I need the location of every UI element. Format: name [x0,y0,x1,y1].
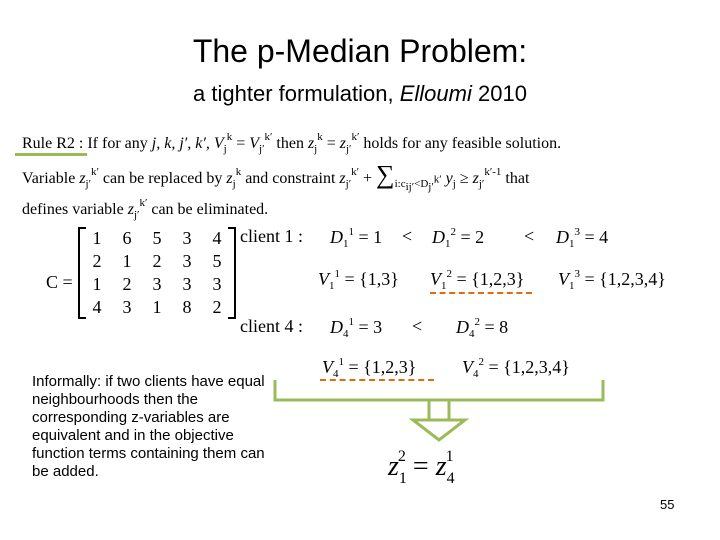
rule-if-text: If for any [87,135,148,152]
rule-line-2: Variable $z_{j'}^{k'}$ can be replaced by $z_j^k$ and constraint $z_{j'}^{k'} + \sum_{i:c_{ij'}<D_{j'}^{k'}}$ $y_j \ge z_{j'}^{k'-1}$ that [22,160,530,194]
client1-label: client 1 : [240,226,303,246]
matrix-row [82,250,232,273]
matrix-cell: 2 [92,251,102,271]
subtitle-author: Elloumi [399,81,472,106]
client1-d3-value: = 4 [584,227,609,247]
cost-matrix [82,227,232,319]
page-number: 55 [660,497,675,512]
matrix-cell: 3 [152,274,162,294]
rule-tail-text: holds for any feasible solution. [363,135,562,152]
informal-note: Informally: if two clients have equal neighbourhoods then the corresponding z-variables are equivalent and in the objective function terms containing them can be added. [32,373,265,480]
matrix-cell: 3 [182,274,192,294]
matrix-cell: 4 [92,297,102,317]
z-equivalence: $z_1^2 = z_4^1$ [388,448,455,487]
matrix-cell: 5 [212,251,222,271]
matrix-cell: 1 [92,274,102,294]
subtitle-prefix: a tighter formulation, [193,81,394,106]
rule-then-text: then [276,135,304,152]
implication-arrow [272,380,608,442]
client1-d2-value: = 2 [460,227,485,247]
matrix-row [82,227,232,250]
client1-d1-value: = 1 [358,227,383,247]
client4-v1-value: = {1,2,3} [348,357,417,377]
client4-d2: $D_4^2 = 8$ [456,316,509,340]
matrix-cell: 3 [212,274,222,294]
client4-d2-value: = 8 [484,317,509,337]
rule-label-underline [15,153,87,156]
client1-v1-value: = {1,3} [344,269,399,289]
rule-line-3: defines variable $z_{j'}^{k'}$ can be eliminated. [22,197,269,221]
client1-v2-dashed-underline [430,292,532,294]
client4-d1-value: = 3 [358,317,383,337]
slide-title: The p-Median Problem: [192,33,528,69]
replaced-text: can be replaced by [102,170,223,187]
matrix-cell: 3 [182,228,192,248]
matrix-left-bracket [78,227,86,319]
client1-lt-1: < [402,226,413,246]
matrix-right-bracket [228,227,236,319]
matrix-cell: 1 [92,228,102,248]
eliminated-text: can be eliminated. [151,201,269,218]
client1-d1: $D_1^1 = 1$ [330,226,383,250]
matrix-table [82,227,232,319]
client1-lt-2: < [524,226,535,246]
matrix-cell: 8 [182,297,192,317]
client1-v2-value: = {1,2,3} [456,269,525,289]
matrix-cell: 4 [212,228,222,248]
matrix-cell: 5 [152,228,162,248]
variable-text: Variable [22,170,76,187]
client1-v3: $V_1^3 = \{1,2,3,4\}$ [558,268,666,292]
matrix-cell: 2 [152,251,162,271]
matrix-cell: 2 [122,274,132,294]
that-text: that [505,170,530,187]
equals-sign: = [412,451,429,482]
matrix-cell: 3 [182,251,192,271]
constraint-text: and constraint [245,170,336,187]
matrix-cell: 3 [122,297,132,317]
client4-d1: $D_4^1 = 3$ [330,316,383,340]
client4-v2: $V_4^2 = \{1,2,3,4\}$ [462,356,570,380]
client1-d2: $D_1^2 = 2$ [432,226,485,250]
defines-text: defines variable [22,201,124,218]
client4-v2-value: = {1,2,3,4} [488,357,570,377]
rule-label: Rule R2 : [22,135,84,152]
rule-line-1: Rule R2 : If for any j, k, j′, k′, $V_j^k = V_{j'}^{k'}$ then $z_j^k = z_{j'}^{k'}$ holds for any feasible solution. [22,131,562,155]
matrix-row [82,273,232,296]
client1-v3-value: = {1,2,3,4} [584,269,666,289]
client4-lt: < [412,316,423,336]
rule-vars: j, k, j′, k′, [151,135,210,152]
matrix-row [82,296,232,319]
matrix-cell: 6 [122,228,132,248]
matrix-label: C = [46,272,73,292]
client1-v2: $V_1^2 = \{1,2,3\}$ [430,268,525,292]
client1-d3: $D_1^3 = 4$ [556,226,609,250]
subtitle-year: 2010 [477,81,527,106]
client4-label: client 4 : [240,316,303,336]
matrix-cell: 1 [122,251,132,271]
slide-subtitle [0,81,720,107]
client4-v1: $V_4^1 = \{1,2,3\}$ [322,356,417,380]
matrix-cell: 2 [212,297,222,317]
client1-v1: $V_1^1 = \{1,3\}$ [318,268,399,292]
matrix-cell: 1 [152,297,162,317]
